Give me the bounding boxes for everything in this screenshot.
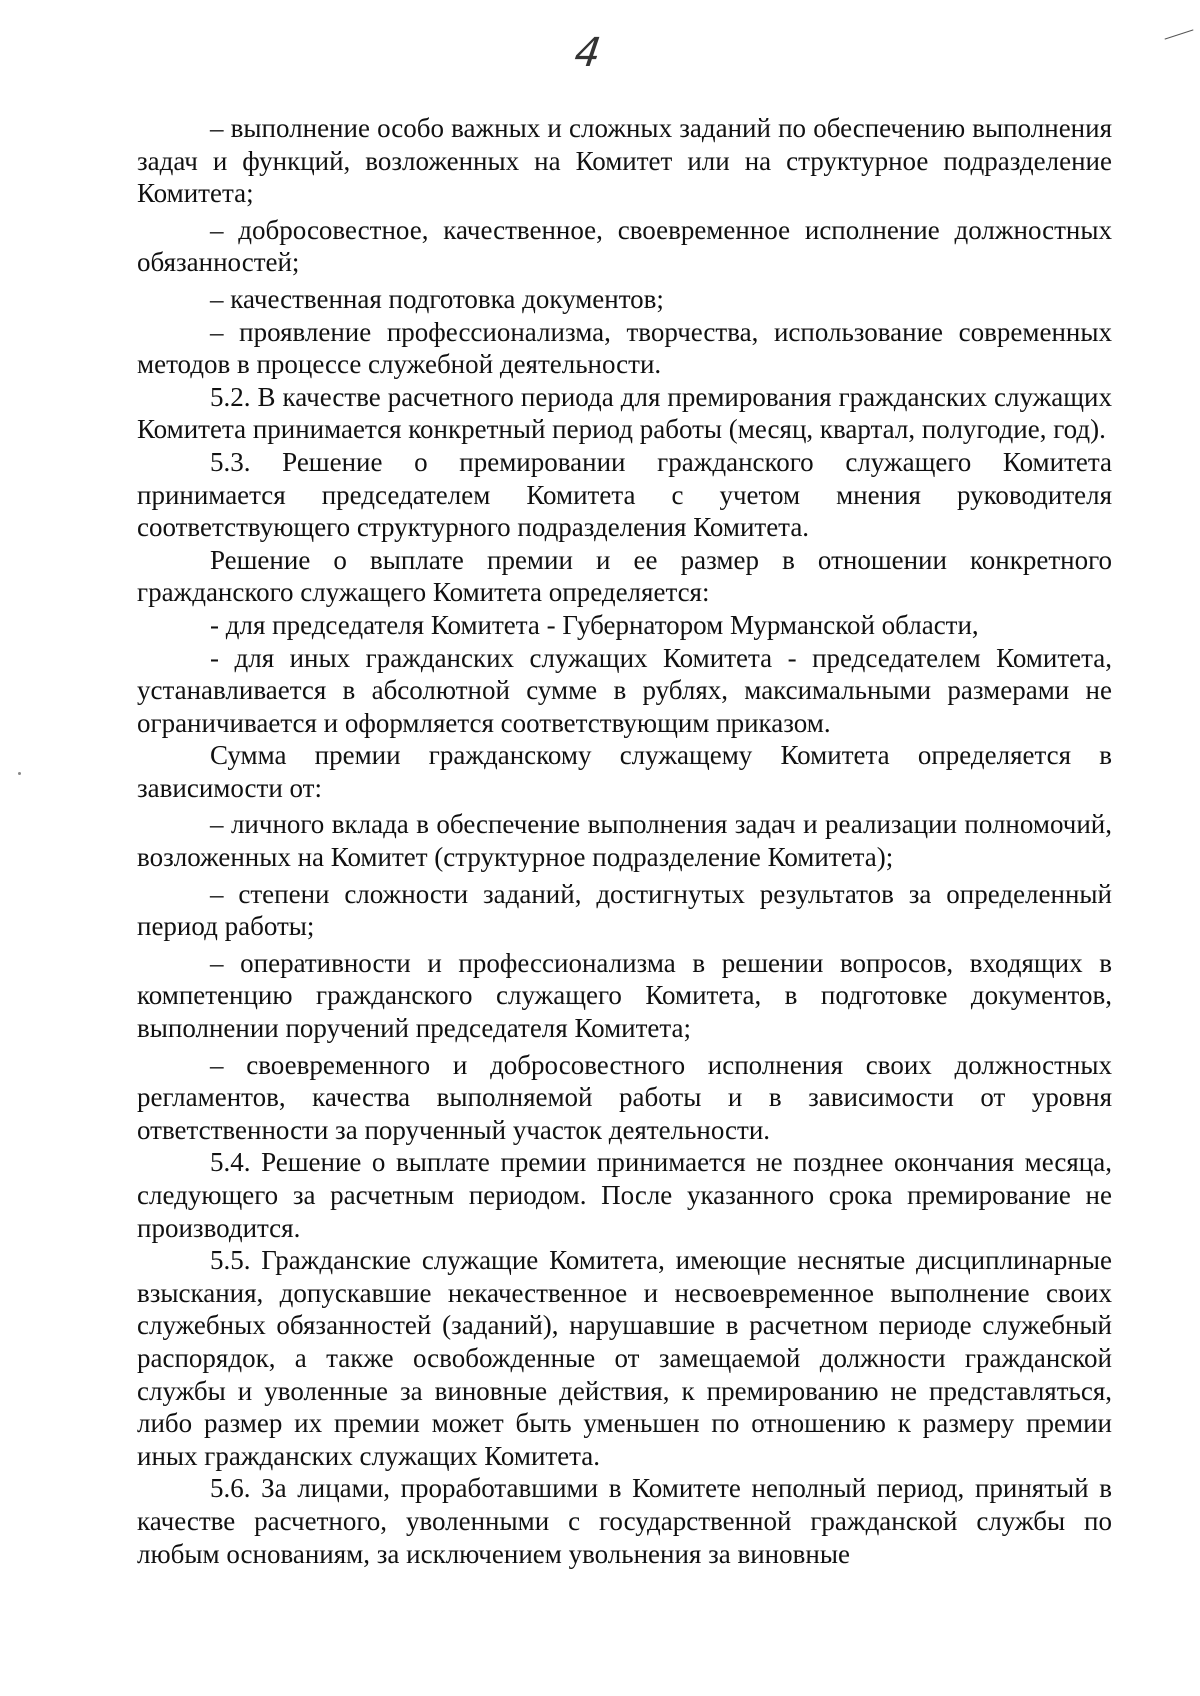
paragraph-5-4: 5.4. Решение о выплате премии принимается не позднее окончания месяца, следующего за расчетным периодом. После указанного срока премирование не производится. — [137, 1147, 1112, 1243]
corner-pen-mark — [1165, 29, 1194, 39]
bullet-timely-execution: – своевременного и добросовестного исполнения своих должностных регламентов, качества выполняемой работы и в зависимости от уровня ответственности за порученный участок деятельности. — [137, 1049, 1112, 1145]
document-body — [137, 112, 1112, 1570]
paragraph-5-6: 5.6. За лицами, проработавшими в Комитете неполный период, принятый в качестве расчетного, уволенными с государственной гражданской службы по любым основаниям, за исключением увольнения за виновные — [137, 1473, 1112, 1569]
page-number: 4 — [571, 30, 604, 76]
item-chairman: - для председателя Комитета - Губернатором Мурманской области, — [210, 609, 979, 640]
paragraph-5-5: 5.5. Гражданские служащие Комитета, имеющие неснятые дисциплинарные взыскания, допускавшие некачественное и несвоевременное выполнение своих служебных обязанностей (заданий), нарушавшие в расчетном периоде служебный распорядок, а также освобожденные от замещаемой должности гражданской службы и уволенные за виновные действия, к премированию не представляться, либо размер их премии может быть уменьшен по отношению к размеру премии иных гражданских служащих Комитета. — [137, 1245, 1112, 1471]
bullet-conscientious-performance: – добросовестное, качественное, своевременное исполнение должностных обязанностей; — [137, 214, 1112, 278]
bullet-document-preparation: – качественная подготовка документов; — [210, 283, 664, 314]
item-other-employees: - для иных гражданских служащих Комитета - председателем Комитета, устанавливается в абсолютной сумме в рублях, максимальными размерами не ограничивается и оформляется соответствующим приказом. — [137, 642, 1112, 738]
bullet-professionalism: – проявление профессионализма, творчества, использование современных методов в процессе служебной деятельности. — [137, 316, 1112, 380]
paragraph-bonus-amount: Сумма премии гражданскому служащему Комитета определяется в зависимости от: — [137, 740, 1112, 803]
paragraph-5-2: 5.2. В качестве расчетного периода для премирования гражданских служащих Комитета принимается конкретный период работы (месяц, квартал, полугодие, год). — [137, 381, 1112, 445]
bullet-personal-contribution: – личного вклада в обеспечение выполнения задач и реализации полномочий, возложенных на Комитет (структурное подразделение Комитета); — [137, 809, 1112, 873]
bullet-task-complexity: – степени сложности заданий, достигнутых результатов за определенный период работы; — [137, 878, 1112, 942]
bullet-important-tasks: – выполнение особо важных и сложных заданий по обеспечению выполнения задач и функций, возложенных на Комитет или на структурное подразделение Комитета; — [137, 113, 1112, 209]
bullet-efficiency: – оперативности и профессионализма в решении вопросов, входящих в компетенцию гражданского служащего Комитета, в подготовке документов, выполнении поручений председателя Комитета; — [137, 947, 1112, 1044]
paragraph-bonus-decision: Решение о выплате премии и ее размер в отношении конкретного гражданского служащего Комитета определяется: — [137, 544, 1112, 608]
margin-dot — [18, 772, 21, 775]
paragraph-5-3: 5.3. Решение о премировании гражданского служащего Комитета принимается председателем Комитета с учетом мнения руководителя соответствующего структурного подразделения Комитета. — [137, 446, 1112, 543]
